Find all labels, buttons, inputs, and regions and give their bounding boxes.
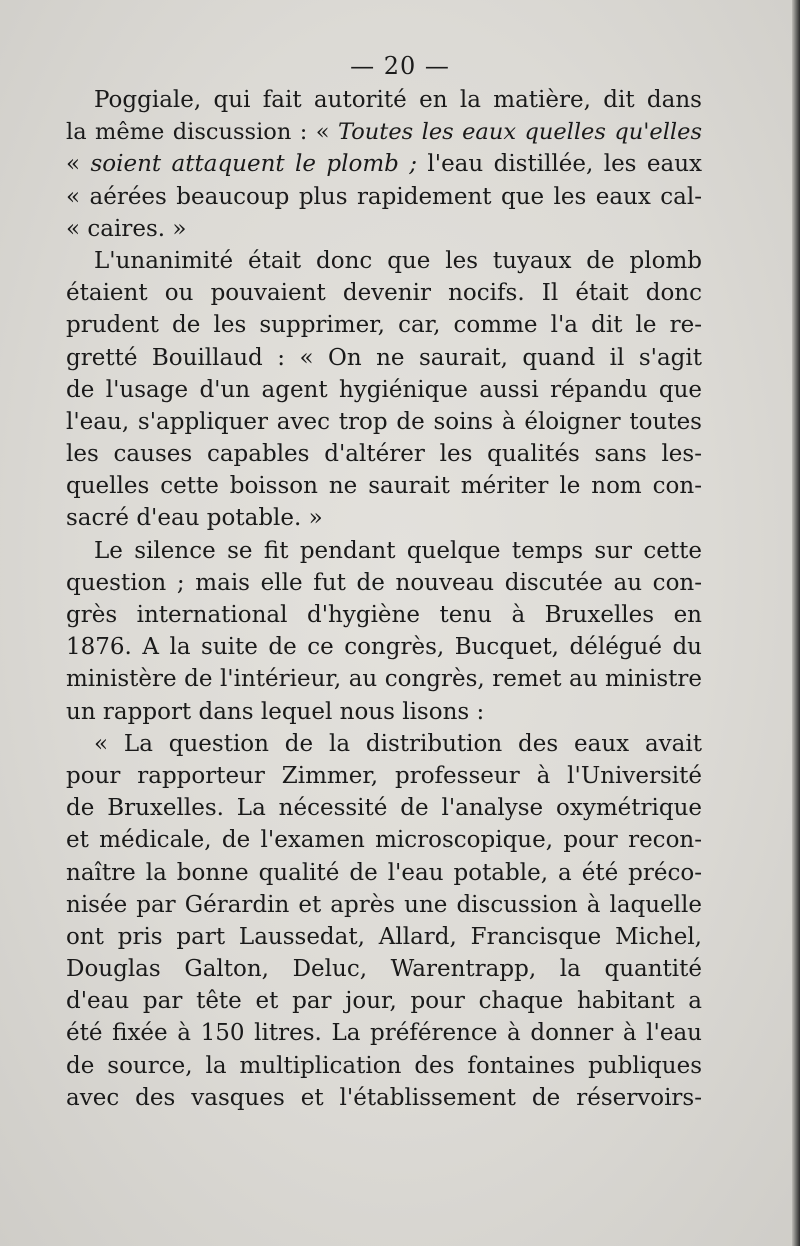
text-line-segment: de source, la multiplication des fontaines publiques [66,1052,702,1079]
text-line-segment: gretté Bouillaud : « On ne saurait, quand il s'agit [66,344,702,371]
text-line-segment: Douglas Galton, Deluc, Warentrapp, la quantité [66,956,702,983]
page-number: — 20 — [350,52,450,80]
text-line-segment: « aérées beaucoup plus rapidement que les eaux cal- [66,183,702,210]
text-line [66,470,702,502]
text-line [66,728,702,760]
text-line-segment: d'eau par tête et par jour, pour chaque habitant a [66,988,702,1015]
text-line [66,116,702,148]
text-line-segment: les causes capables d'altérer les qualités sans les- [66,441,702,468]
text-line [66,953,702,985]
text-line-segment: « caires. » [66,215,187,242]
text-line-segment: L'unanimité était donc que les tuyaux de plomb [94,247,702,274]
text-line-segment: Le silence se fit pendant quelque temps sur cette [94,537,702,564]
text-line [66,1050,702,1082]
text-line [66,148,702,180]
text-line-segment: et médicale, de l'examen microscopique, pour recon- [66,827,702,854]
text-line-segment: l'eau, s'appliquer avec trop de soins à éloigner toutes [66,408,702,435]
text-line [66,567,702,599]
text-line-segment: nisée par Gérardin et après une discussion à laquelle [66,891,702,918]
text-line [66,1082,702,1114]
text-line [66,921,702,953]
text-line-segment: Poggiale, qui fait autorité en la matière, dit dans [94,87,702,113]
text-line-segment: sacré d'eau potable. » [66,505,323,532]
text-line [66,857,702,889]
text-line [66,309,702,341]
text-line [66,792,702,824]
text-line [66,406,702,438]
text-line [66,1017,702,1049]
text-line-segment: question ; mais elle fut de nouveau discutée au con- [66,569,702,596]
text-line-segment: « [66,151,91,178]
text-line-segment: ministère de l'intérieur, au congrès, remet au ministre [66,666,702,693]
text-line [66,535,702,567]
text-line-segment: de l'usage d'un agent hygiénique aussi répandu que [66,376,702,403]
text-line-segment: été fixée à 150 litres. La préférence à donner à l'eau [66,1020,702,1047]
text-line-segment: l'eau distillée, les eaux [417,151,702,178]
text-line-segment: pour rapporteur Zimmer, professeur à l'Université [66,762,702,789]
text-line-segment: un rapport dans lequel nous lisons : [66,698,485,725]
text-line [66,374,702,406]
text-line-italic: Toutes les eaux quelles qu'elles [337,119,702,146]
text-line-segment: étaient ou pouvaient devenir nocifs. Il était donc [66,280,702,307]
text-line [66,342,702,374]
text-line [66,760,702,792]
text-line [66,631,702,663]
body-text [66,84,702,1114]
text-line-segment: grès international d'hygiène tenu à Bruxelles en [66,602,702,628]
text-line [66,245,702,277]
text-line-segment: « La question de la distribution des eaux avait [94,730,702,757]
page-edge-shadow [792,0,800,1246]
text-line [66,84,702,116]
text-line [66,438,702,470]
text-line-segment: quelles cette boisson ne saurait mériter le nom con- [66,473,702,500]
text-line [66,985,702,1017]
text-line-italic: soient attaquent le plomb ; [90,151,417,178]
text-line-segment: la même discussion : « [66,119,338,146]
text-line [66,696,702,728]
text-line-segment: 1876. A la suite de ce congrès, Bucquet, délégué du [66,634,702,661]
text-line [66,181,702,213]
text-line [66,889,702,921]
text-line [66,502,702,534]
text-line-segment: prudent de les supprimer, car, comme l'a dit le re- [66,312,702,339]
text-line-segment: ont pris part Laussedat, Allard, Francisque Michel, [66,923,702,950]
text-line [66,599,702,631]
text-line [66,824,702,856]
text-line [66,277,702,309]
text-line [66,213,702,245]
text-line [66,663,702,695]
text-line-segment: avec des vasques et l'établissement de réservoirs- [66,1084,702,1111]
text-line-segment: naître la bonne qualité de l'eau potable, a été préco- [66,859,702,886]
text-line-segment: de Bruxelles. La nécessité de l'analyse oxymétrique [66,795,702,822]
